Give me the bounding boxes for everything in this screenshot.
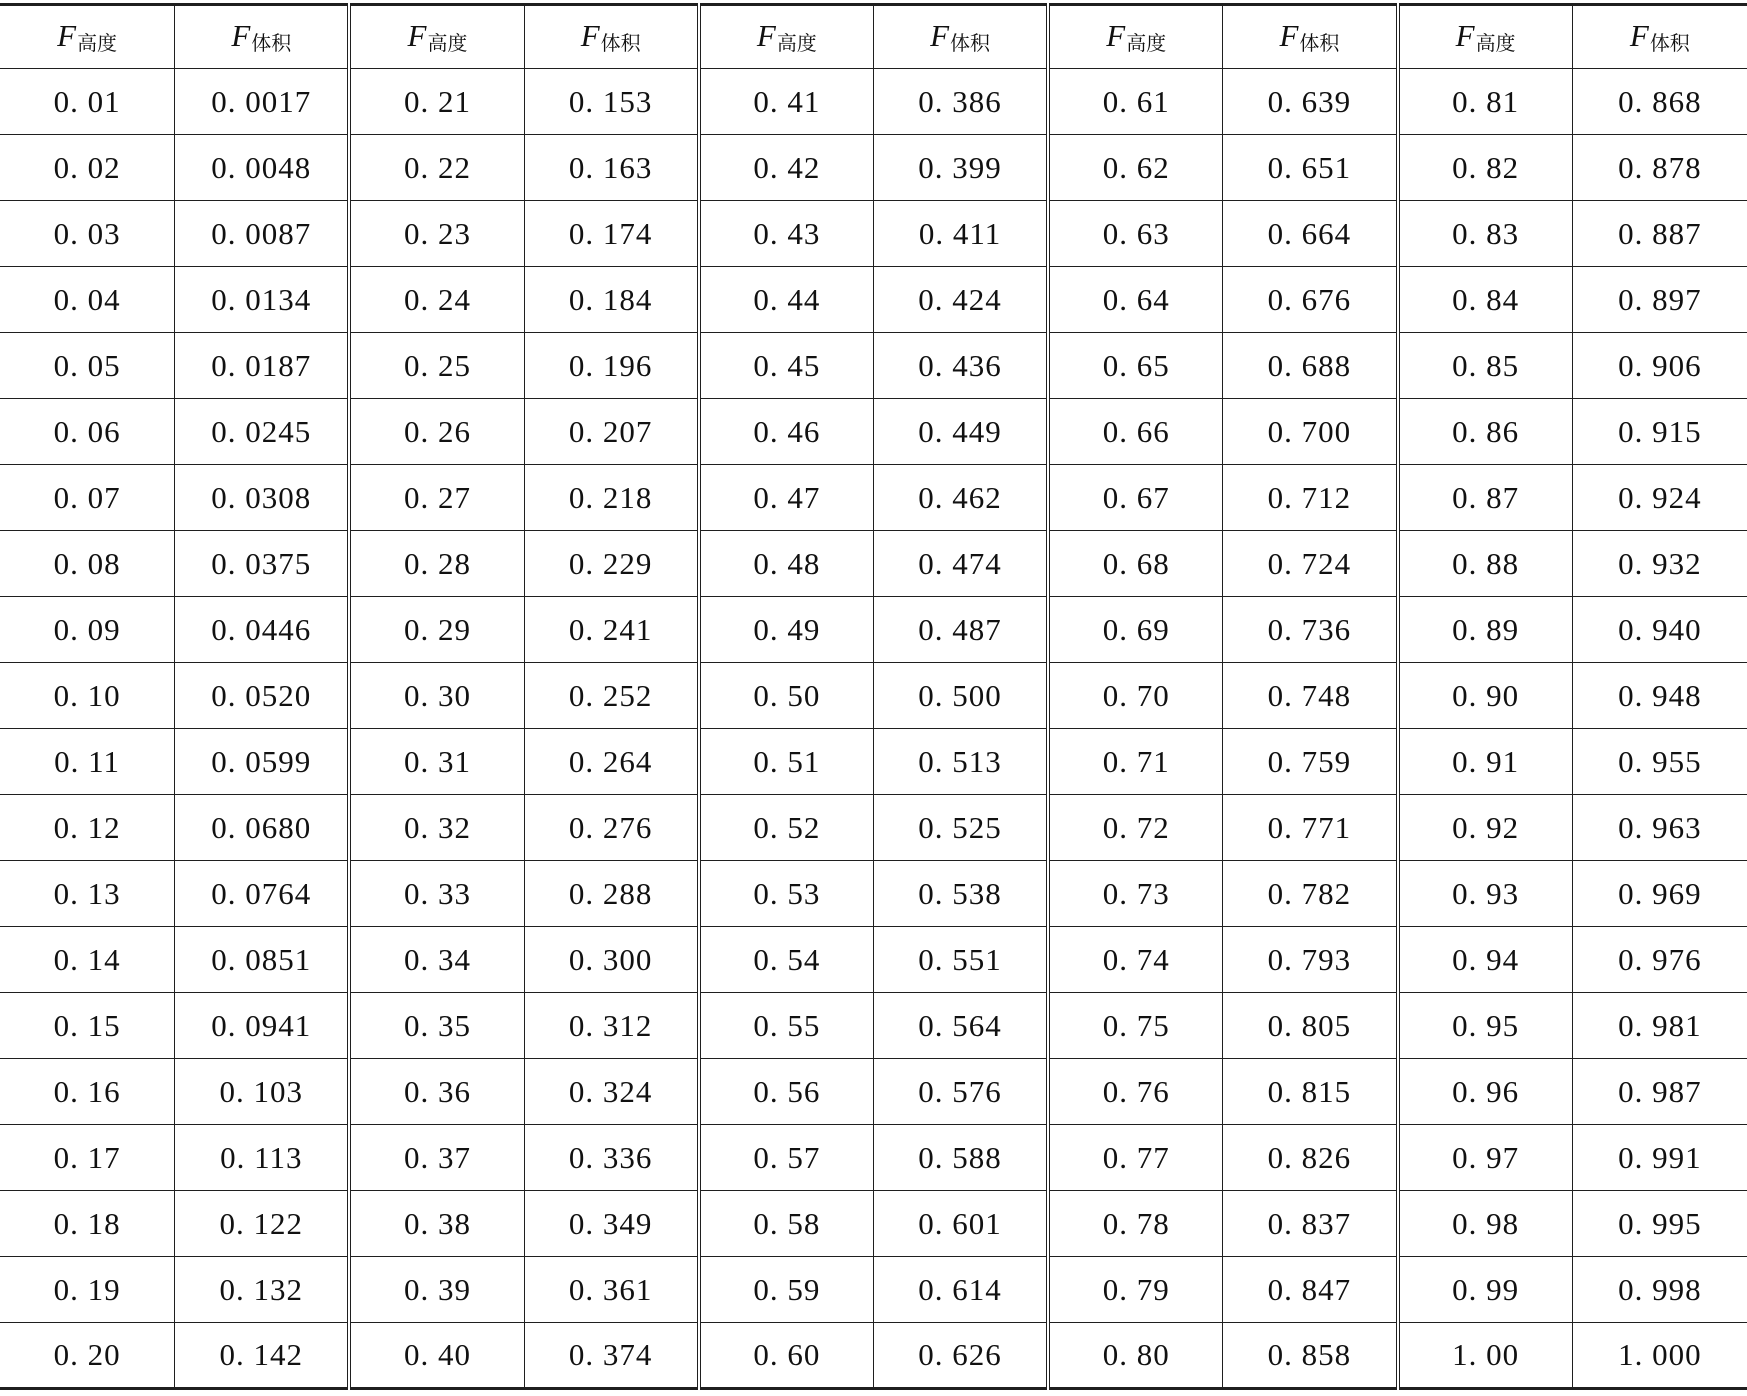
- height-ratio-cell: 0. 99: [1398, 1257, 1573, 1323]
- height-ratio-cell: 0. 28: [349, 531, 524, 597]
- symbol-f: F: [407, 18, 428, 53]
- height-ratio-cell: 0. 37: [349, 1125, 524, 1191]
- height-ratio-cell: 0. 75: [1048, 993, 1223, 1059]
- height-ratio-cell: 0. 90: [1398, 663, 1573, 729]
- height-ratio-cell: 0. 78: [1048, 1191, 1223, 1257]
- volume-ratio-cell: 0. 712: [1223, 465, 1398, 531]
- table-row: [0, 1323, 1747, 1389]
- volume-ratio-cell: 0. 771: [1223, 795, 1398, 861]
- volume-ratio-cell: 0. 525: [873, 795, 1048, 861]
- volume-ratio-cell: 0. 932: [1572, 531, 1747, 597]
- volume-ratio-cell: 0. 288: [524, 861, 699, 927]
- height-ratio-cell: 0. 74: [1048, 927, 1223, 993]
- height-ratio-cell: 0. 22: [349, 135, 524, 201]
- height-ratio-cell: 0. 13: [0, 861, 175, 927]
- volume-ratio-cell: 0. 449: [873, 399, 1048, 465]
- header-row: [0, 5, 1747, 69]
- volume-ratio-cell: 0. 132: [175, 1257, 350, 1323]
- height-ratio-cell: 0. 88: [1398, 531, 1573, 597]
- table-row: [0, 927, 1747, 993]
- height-ratio-cell: 0. 65: [1048, 333, 1223, 399]
- height-ratio-cell: 0. 19: [0, 1257, 175, 1323]
- symbol-f: F: [1629, 18, 1650, 53]
- volume-ratio-cell: 0. 374: [524, 1323, 699, 1389]
- volume-ratio-cell: 0. 174: [524, 201, 699, 267]
- height-ratio-cell: 0. 41: [699, 69, 874, 135]
- height-ratio-cell: 0. 08: [0, 531, 175, 597]
- volume-ratio-cell: 0. 639: [1223, 69, 1398, 135]
- volume-ratio-cell: 0. 349: [524, 1191, 699, 1257]
- volume-ratio-cell: 0. 122: [175, 1191, 350, 1257]
- symbol-f: F: [756, 18, 777, 53]
- height-ratio-cell: 0. 38: [349, 1191, 524, 1257]
- volume-ratio-cell: 0. 887: [1572, 201, 1747, 267]
- height-ratio-cell: 0. 73: [1048, 861, 1223, 927]
- height-ratio-cell: 0. 07: [0, 465, 175, 531]
- height-ratio-cell: 0. 57: [699, 1125, 874, 1191]
- volume-ratio-cell: 0. 782: [1223, 861, 1398, 927]
- volume-ratio-cell: 0. 724: [1223, 531, 1398, 597]
- height-ratio-cell: 0. 96: [1398, 1059, 1573, 1125]
- height-ratio-cell: 0. 24: [349, 267, 524, 333]
- height-ratio-cell: 0. 67: [1048, 465, 1223, 531]
- volume-ratio-cell: 0. 0017: [175, 69, 350, 135]
- height-ratio-cell: 0. 93: [1398, 861, 1573, 927]
- volume-ratio-cell: 0. 688: [1223, 333, 1398, 399]
- height-ratio-cell: 0. 86: [1398, 399, 1573, 465]
- table-row: [0, 399, 1747, 465]
- volume-ratio-cell: 0. 153: [524, 69, 699, 135]
- volume-ratio-cell: 0. 487: [873, 597, 1048, 663]
- F-height-header: [699, 5, 874, 69]
- table-row: [0, 1257, 1747, 1323]
- height-ratio-cell: 0. 03: [0, 201, 175, 267]
- height-ratio-cell: 0. 44: [699, 267, 874, 333]
- volume-ratio-cell: 0. 0680: [175, 795, 350, 861]
- height-ratio-cell: 0. 09: [0, 597, 175, 663]
- height-ratio-cell: 0. 72: [1048, 795, 1223, 861]
- volume-ratio-cell: 0. 276: [524, 795, 699, 861]
- height-ratio-cell: 0. 34: [349, 927, 524, 993]
- volume-ratio-cell: 0. 196: [524, 333, 699, 399]
- volume-ratio-cell: 0. 207: [524, 399, 699, 465]
- volume-ratio-cell: 0. 815: [1223, 1059, 1398, 1125]
- symbol-f: F: [231, 18, 252, 53]
- height-ratio-cell: 0. 05: [0, 333, 175, 399]
- volume-ratio-cell: 0. 963: [1572, 795, 1747, 861]
- volume-ratio-cell: 0. 805: [1223, 993, 1398, 1059]
- table-row: [0, 663, 1747, 729]
- table-header: [0, 5, 1747, 69]
- height-ratio-cell: 0. 29: [349, 597, 524, 663]
- height-ratio-cell: 0. 51: [699, 729, 874, 795]
- F-volume-header: [873, 5, 1048, 69]
- table-row: [0, 1191, 1747, 1257]
- volume-ratio-cell: 0. 411: [873, 201, 1048, 267]
- volume-ratio-cell: 0. 868: [1572, 69, 1747, 135]
- height-ratio-cell: 0. 60: [699, 1323, 874, 1389]
- height-ratio-cell: 0. 47: [699, 465, 874, 531]
- height-ratio-cell: 0. 23: [349, 201, 524, 267]
- height-ratio-cell: 0. 49: [699, 597, 874, 663]
- height-ratio-cell: 0. 92: [1398, 795, 1573, 861]
- F-height-header: [1048, 5, 1223, 69]
- volume-ratio-cell: 0. 361: [524, 1257, 699, 1323]
- height-ratio-cell: 0. 20: [0, 1323, 175, 1389]
- volume-ratio-cell: 0. 981: [1572, 993, 1747, 1059]
- volume-ratio-cell: 0. 995: [1572, 1191, 1747, 1257]
- height-ratio-cell: 0. 35: [349, 993, 524, 1059]
- volume-ratio-cell: 0. 906: [1572, 333, 1747, 399]
- height-ratio-cell: 0. 97: [1398, 1125, 1573, 1191]
- height-ratio-cell: 0. 71: [1048, 729, 1223, 795]
- height-ratio-cell: 0. 58: [699, 1191, 874, 1257]
- volume-ratio-cell: 0. 759: [1223, 729, 1398, 795]
- volume-ratio-cell: 0. 969: [1572, 861, 1747, 927]
- height-ratio-cell: 0. 45: [699, 333, 874, 399]
- height-ratio-cell: 0. 82: [1398, 135, 1573, 201]
- volume-ratio-cell: 0. 474: [873, 531, 1048, 597]
- height-ratio-cell: 0. 10: [0, 663, 175, 729]
- height-ratio-cell: 0. 14: [0, 927, 175, 993]
- table-row: [0, 201, 1747, 267]
- volume-ratio-cell: 0. 940: [1572, 597, 1747, 663]
- volume-ratio-cell: 0. 793: [1223, 927, 1398, 993]
- height-ratio-cell: 0. 16: [0, 1059, 175, 1125]
- height-ratio-cell: 0. 55: [699, 993, 874, 1059]
- table-row: [0, 729, 1747, 795]
- volume-ratio-cell: 0. 878: [1572, 135, 1747, 201]
- height-ratio-cell: 0. 64: [1048, 267, 1223, 333]
- height-ratio-cell: 0. 31: [349, 729, 524, 795]
- volume-ratio-cell: 0. 538: [873, 861, 1048, 927]
- volume-subscript: 体积: [1649, 31, 1690, 55]
- height-ratio-cell: 0. 39: [349, 1257, 524, 1323]
- height-ratio-cell: 0. 53: [699, 861, 874, 927]
- height-ratio-cell: 0. 95: [1398, 993, 1573, 1059]
- volume-ratio-cell: 0. 858: [1223, 1323, 1398, 1389]
- height-ratio-cell: 0. 30: [349, 663, 524, 729]
- table-row: [0, 597, 1747, 663]
- volume-ratio-cell: 0. 500: [873, 663, 1048, 729]
- volume-ratio-cell: 0. 462: [873, 465, 1048, 531]
- height-ratio-cell: 0. 27: [349, 465, 524, 531]
- height-ratio-cell: 0. 54: [699, 927, 874, 993]
- table-body: [0, 69, 1747, 1389]
- height-ratio-cell: 0. 32: [349, 795, 524, 861]
- volume-ratio-cell: 0. 847: [1223, 1257, 1398, 1323]
- symbol-f: F: [1106, 18, 1127, 53]
- height-ratio-cell: 0. 91: [1398, 729, 1573, 795]
- volume-ratio-cell: 0. 748: [1223, 663, 1398, 729]
- volume-ratio-cell: 0. 614: [873, 1257, 1048, 1323]
- volume-ratio-cell: 0. 826: [1223, 1125, 1398, 1191]
- volume-ratio-cell: 0. 736: [1223, 597, 1398, 663]
- volume-ratio-cell: 0. 163: [524, 135, 699, 201]
- symbol-f: F: [930, 18, 950, 53]
- volume-ratio-cell: 0. 386: [873, 69, 1048, 135]
- volume-ratio-cell: 0. 0308: [175, 465, 350, 531]
- height-ratio-cell: 0. 26: [349, 399, 524, 465]
- F-volume-header: [1572, 5, 1747, 69]
- volume-ratio-cell: 0. 229: [524, 531, 699, 597]
- height-ratio-cell: 0. 77: [1048, 1125, 1223, 1191]
- volume-ratio-cell: 0. 424: [873, 267, 1048, 333]
- volume-ratio-cell: 0. 103: [175, 1059, 350, 1125]
- height-ratio-cell: 0. 11: [0, 729, 175, 795]
- volume-ratio-cell: 0. 0048: [175, 135, 350, 201]
- volume-ratio-cell: 0. 915: [1572, 399, 1747, 465]
- height-ratio-cell: 0. 21: [349, 69, 524, 135]
- volume-ratio-cell: 0. 252: [524, 663, 699, 729]
- volume-ratio-cell: 0. 0599: [175, 729, 350, 795]
- height-ratio-cell: 0. 80: [1048, 1323, 1223, 1389]
- table-row: [0, 861, 1747, 927]
- height-ratio-cell: 0. 85: [1398, 333, 1573, 399]
- symbol-f: F: [1455, 18, 1476, 53]
- volume-ratio-cell: 0. 924: [1572, 465, 1747, 531]
- volume-ratio-cell: 0. 676: [1223, 267, 1398, 333]
- symbol-f: F: [1279, 18, 1300, 53]
- volume-ratio-cell: 0. 0941: [175, 993, 350, 1059]
- volume-ratio-cell: 0. 142: [175, 1323, 350, 1389]
- volume-ratio-cell: 0. 513: [873, 729, 1048, 795]
- height-subscript: 高度: [77, 31, 118, 55]
- volume-ratio-cell: 0. 241: [524, 597, 699, 663]
- table-row: [0, 795, 1747, 861]
- volume-ratio-cell: 0. 0187: [175, 333, 350, 399]
- volume-ratio-cell: 0. 897: [1572, 267, 1747, 333]
- height-ratio-cell: 0. 43: [699, 201, 874, 267]
- height-ratio-cell: 0. 84: [1398, 267, 1573, 333]
- volume-ratio-cell: 0. 300: [524, 927, 699, 993]
- height-ratio-cell: 0. 81: [1398, 69, 1573, 135]
- height-ratio-cell: 0. 15: [0, 993, 175, 1059]
- table-row: [0, 333, 1747, 399]
- volume-ratio-cell: 0. 987: [1572, 1059, 1747, 1125]
- height-ratio-cell: 0. 87: [1398, 465, 1573, 531]
- volume-ratio-cell: 0. 564: [873, 993, 1048, 1059]
- volume-ratio-cell: 0. 0520: [175, 663, 350, 729]
- F-volume-header: [1223, 5, 1398, 69]
- volume-ratio-cell: 0. 436: [873, 333, 1048, 399]
- volume-subscript: 体积: [600, 31, 641, 55]
- F-volume-header: [175, 5, 350, 69]
- volume-subscript: 体积: [1299, 31, 1340, 55]
- F-height-header: [0, 5, 175, 69]
- height-ratio-cell: 1. 00: [1398, 1323, 1573, 1389]
- height-ratio-cell: 0. 18: [0, 1191, 175, 1257]
- height-ratio-cell: 0. 50: [699, 663, 874, 729]
- height-ratio-cell: 0. 66: [1048, 399, 1223, 465]
- height-subscript: 高度: [776, 31, 817, 55]
- volume-ratio-cell: 0. 0245: [175, 399, 350, 465]
- height-ratio-cell: 0. 33: [349, 861, 524, 927]
- volume-ratio-cell: 0. 955: [1572, 729, 1747, 795]
- volume-ratio-cell: 1. 000: [1572, 1323, 1747, 1389]
- volume-ratio-cell: 0. 0375: [175, 531, 350, 597]
- height-ratio-cell: 0. 68: [1048, 531, 1223, 597]
- height-ratio-cell: 0. 36: [349, 1059, 524, 1125]
- height-ratio-cell: 0. 12: [0, 795, 175, 861]
- volume-ratio-cell: 0. 991: [1572, 1125, 1747, 1191]
- height-ratio-cell: 0. 46: [699, 399, 874, 465]
- volume-ratio-cell: 0. 976: [1572, 927, 1747, 993]
- height-ratio-cell: 0. 79: [1048, 1257, 1223, 1323]
- volume-ratio-cell: 0. 0087: [175, 201, 350, 267]
- F-height-header: [349, 5, 524, 69]
- height-ratio-cell: 0. 02: [0, 135, 175, 201]
- volume-ratio-cell: 0. 700: [1223, 399, 1398, 465]
- volume-ratio-cell: 0. 218: [524, 465, 699, 531]
- symbol-f: F: [580, 18, 601, 53]
- height-ratio-cell: 0. 61: [1048, 69, 1223, 135]
- height-ratio-cell: 0. 63: [1048, 201, 1223, 267]
- height-ratio-cell: 0. 69: [1048, 597, 1223, 663]
- height-ratio-cell: 0. 17: [0, 1125, 175, 1191]
- symbol-f: F: [57, 18, 78, 53]
- F-height-header: [1398, 5, 1573, 69]
- height-ratio-cell: 0. 04: [0, 267, 175, 333]
- table-row: [0, 531, 1747, 597]
- volume-subscript: 体积: [251, 31, 292, 55]
- height-subscript: 高度: [1126, 31, 1167, 55]
- volume-ratio-cell: 0. 336: [524, 1125, 699, 1191]
- height-volume-conversion-table: [0, 3, 1747, 1390]
- volume-ratio-cell: 0. 626: [873, 1323, 1048, 1389]
- height-ratio-cell: 0. 89: [1398, 597, 1573, 663]
- table-row: [0, 69, 1747, 135]
- height-ratio-cell: 0. 83: [1398, 201, 1573, 267]
- height-ratio-cell: 0. 59: [699, 1257, 874, 1323]
- table-row: [0, 1059, 1747, 1125]
- height-ratio-cell: 0. 98: [1398, 1191, 1573, 1257]
- table-row: [0, 465, 1747, 531]
- volume-ratio-cell: 0. 312: [524, 993, 699, 1059]
- volume-ratio-cell: 0. 324: [524, 1059, 699, 1125]
- height-ratio-cell: 0. 25: [349, 333, 524, 399]
- height-ratio-cell: 0. 01: [0, 69, 175, 135]
- height-ratio-cell: 0. 70: [1048, 663, 1223, 729]
- volume-ratio-cell: 0. 0134: [175, 267, 350, 333]
- height-ratio-cell: 0. 06: [0, 399, 175, 465]
- height-ratio-cell: 0. 52: [699, 795, 874, 861]
- height-subscript: 高度: [427, 31, 468, 55]
- height-ratio-cell: 0. 42: [699, 135, 874, 201]
- volume-ratio-cell: 0. 113: [175, 1125, 350, 1191]
- height-ratio-cell: 0. 62: [1048, 135, 1223, 201]
- volume-ratio-cell: 0. 998: [1572, 1257, 1747, 1323]
- volume-ratio-cell: 0. 399: [873, 135, 1048, 201]
- height-ratio-cell: 0. 40: [349, 1323, 524, 1389]
- volume-ratio-cell: 0. 601: [873, 1191, 1048, 1257]
- volume-ratio-cell: 0. 948: [1572, 663, 1747, 729]
- F-volume-header: [524, 5, 699, 69]
- volume-ratio-cell: 0. 576: [873, 1059, 1048, 1125]
- volume-ratio-cell: 0. 0764: [175, 861, 350, 927]
- volume-ratio-cell: 0. 588: [873, 1125, 1048, 1191]
- height-ratio-cell: 0. 56: [699, 1059, 874, 1125]
- table-row: [0, 135, 1747, 201]
- volume-ratio-cell: 0. 837: [1223, 1191, 1398, 1257]
- volume-ratio-cell: 0. 664: [1223, 201, 1398, 267]
- height-ratio-cell: 0. 48: [699, 531, 874, 597]
- height-ratio-cell: 0. 76: [1048, 1059, 1223, 1125]
- volume-ratio-cell: 0. 184: [524, 267, 699, 333]
- volume-subscript: 体积: [950, 31, 990, 55]
- table-row: [0, 993, 1747, 1059]
- table-row: [0, 267, 1747, 333]
- height-subscript: 高度: [1475, 31, 1516, 55]
- volume-ratio-cell: 0. 0446: [175, 597, 350, 663]
- volume-ratio-cell: 0. 651: [1223, 135, 1398, 201]
- height-ratio-cell: 0. 94: [1398, 927, 1573, 993]
- volume-ratio-cell: 0. 0851: [175, 927, 350, 993]
- volume-ratio-cell: 0. 264: [524, 729, 699, 795]
- volume-ratio-cell: 0. 551: [873, 927, 1048, 993]
- table-row: [0, 1125, 1747, 1191]
